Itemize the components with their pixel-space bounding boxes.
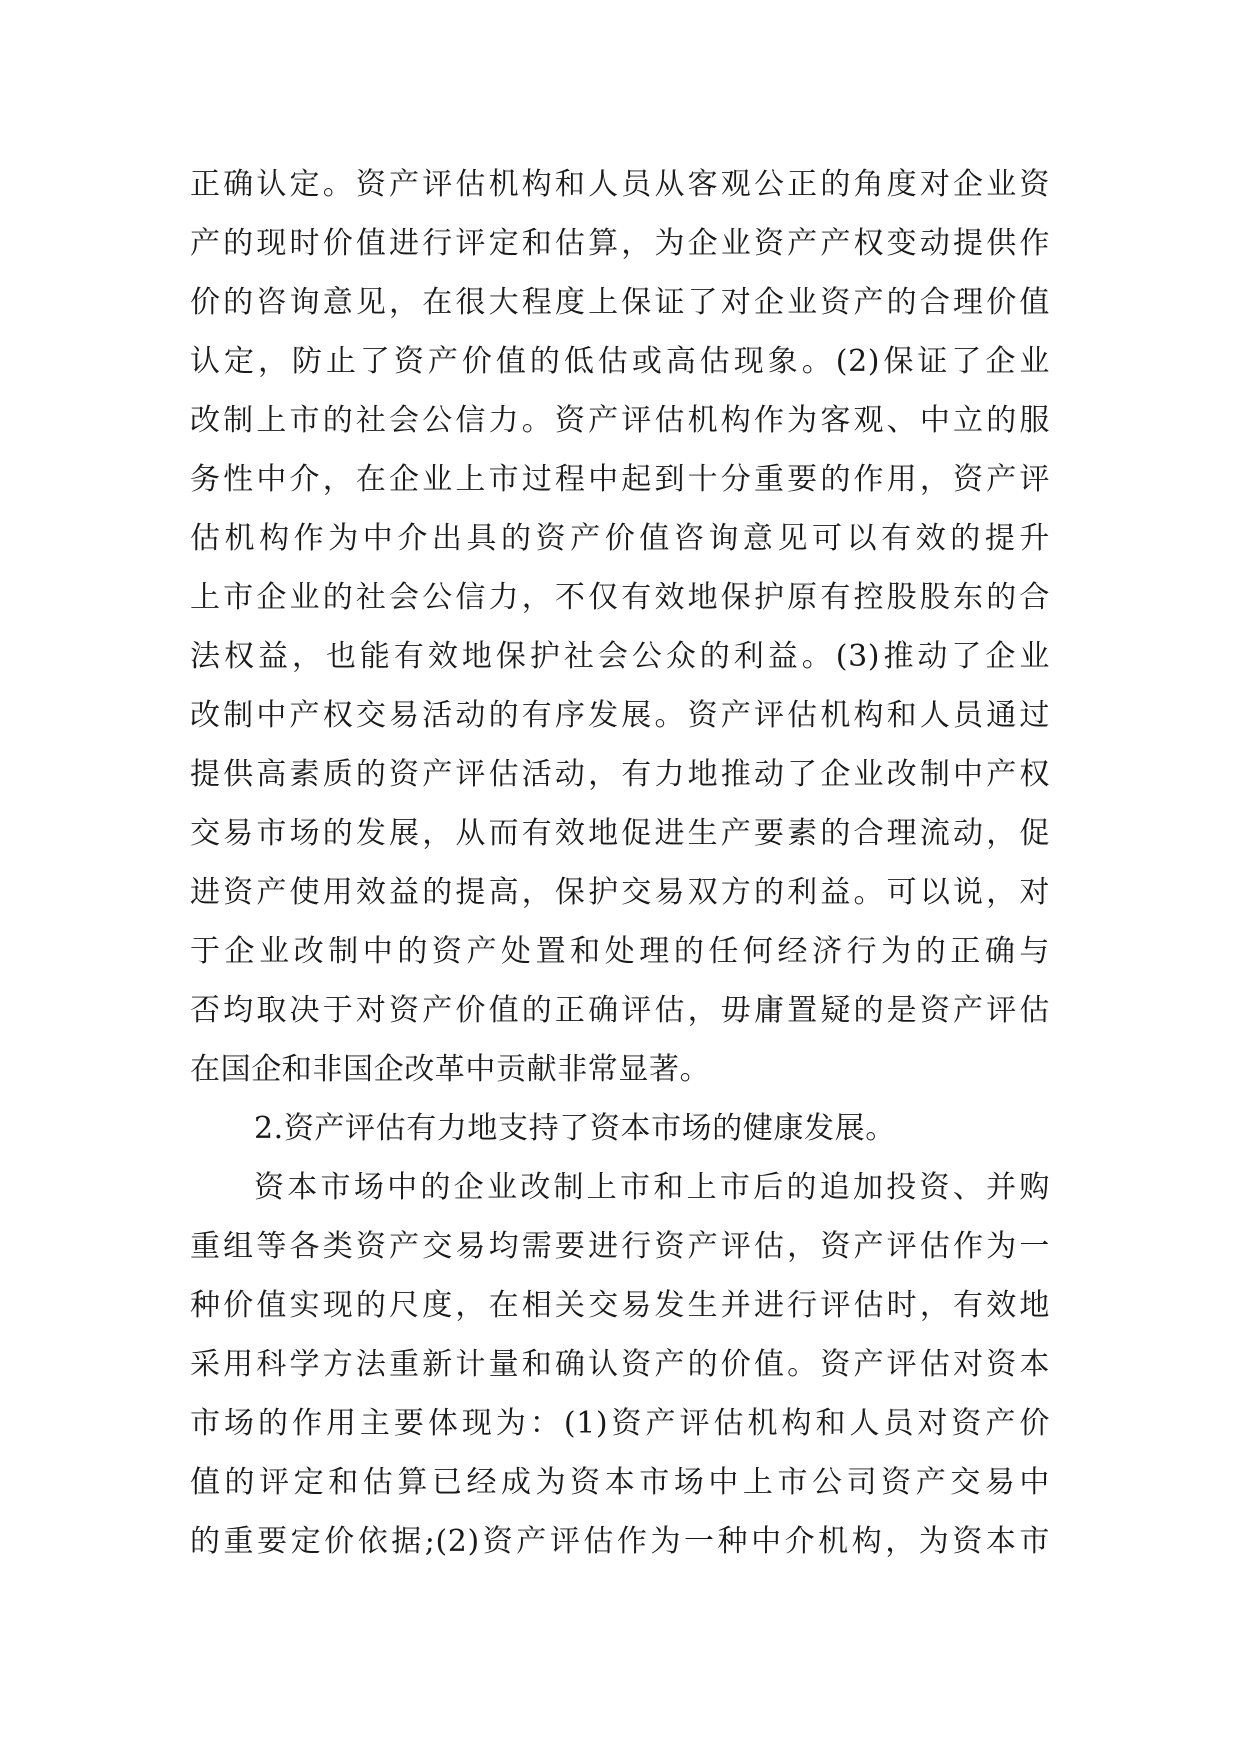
text-line: 正确认定。资产评估机构和人员从客观公正的角度对企业资: [190, 167, 1050, 202]
text-line: 产的现时价值进行评定和估算，为企业资产产权变动提供作: [190, 226, 1050, 261]
text-line: 采用科学方法重新计量和确认资产的价值。资产评估对资本: [190, 1347, 1050, 1382]
text-line: 的重要定价依据;(2)资产评估作为一种中介机构，为资本市: [190, 1524, 1050, 1559]
section-heading: 2.资产评估有力地支持了资本市场的健康发展。: [254, 1111, 896, 1146]
text-line: 重组等各类资产交易均需要进行资产评估，资产评估作为一: [190, 1229, 1050, 1264]
text-line: 交易市场的发展，从而有效地促进生产要素的合理流动，促: [190, 816, 1050, 851]
body-text: [190, 155, 1050, 1571]
text-line: 价的咨询意见，在很大程度上保证了对企业资产的合理价值: [190, 285, 1050, 320]
text-line: 估机构作为中介出具的资产价值咨询意见可以有效的提升: [190, 521, 1050, 556]
text-line: 提供高素质的资产评估活动，有力地推动了企业改制中产权: [190, 757, 1050, 792]
text-line: 于企业改制中的资产处置和处理的任何经济行为的正确与: [190, 934, 1050, 969]
text-line: 种价值实现的尺度，在相关交易发生并进行评估时，有效地: [190, 1288, 1050, 1323]
text-line: 改制上市的社会公信力。资产评估机构作为客观、中立的服: [190, 403, 1050, 438]
text-line: 值的评定和估算已经成为资本市场中上市公司资产交易中: [190, 1465, 1050, 1500]
text-line: 市场的作用主要体现为：(1)资产评估机构和人员对资产价: [190, 1406, 1050, 1441]
text-line: 认定，防止了资产价值的低估或高估现象。(2)保证了企业: [190, 344, 1050, 379]
text-line: 上市企业的社会公信力，不仅有效地保护原有控股股东的合: [190, 580, 1050, 615]
text-line: 务性中介，在企业上市过程中起到十分重要的作用，资产评: [190, 462, 1050, 497]
text-line: 法权益，也能有效地保护社会公众的利益。(3)推动了企业: [190, 639, 1050, 674]
text-line: 进资产使用效益的提高，保护交易双方的利益。可以说，对: [190, 875, 1050, 910]
text-line: 在国企和非国企改革中贡献非常显著。: [190, 1052, 711, 1087]
text-line: 改制中产权交易活动的有序发展。资产评估机构和人员通过: [190, 698, 1050, 733]
text-line: 资本市场中的企业改制上市和上市后的追加投资、并购: [254, 1170, 1050, 1205]
text-line: 否均取决于对资产价值的正确评估，毋庸置疑的是资产评估: [190, 993, 1050, 1028]
